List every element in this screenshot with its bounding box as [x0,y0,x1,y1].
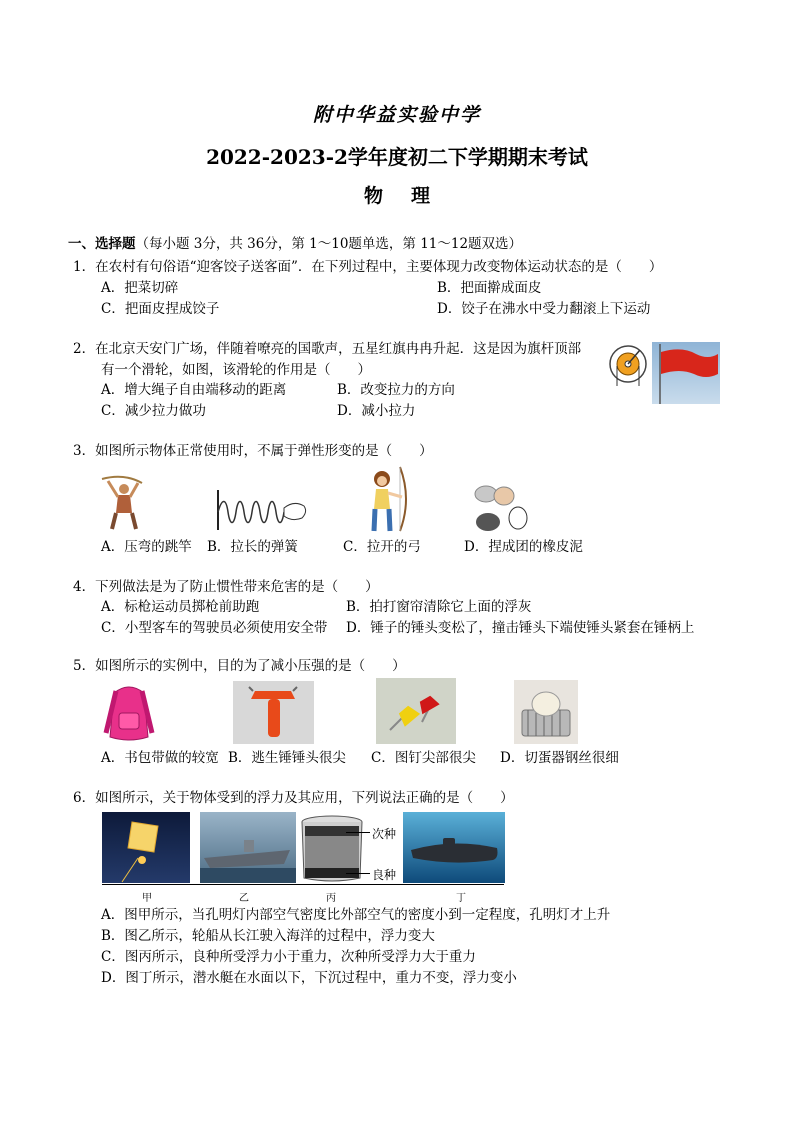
bow-image [362,463,410,535]
q2-stem-cont: 有一个滑轮，如图，该滑轮的作用是（ ） [101,362,371,378]
q5-option-a: A．书包带做的较宽 [101,750,219,766]
q1-option-d: D．饺子在沸水中受力翻滚上下运动 [437,301,651,317]
q6-stem: 6．如图所示，关于物体受到的浮力及其应用，下列说法正确的是（ ） [73,790,514,806]
q4-option-b: B．拍打窗帘清除它上面的浮灰 [346,599,532,615]
caption-jia: 甲 [142,893,152,904]
caption-bing: 丙 [326,893,336,904]
q3-option-c: C．拉开的弓 [343,539,421,555]
q5-option-d: D．切蛋器钢丝很细 [500,750,619,766]
q2-option-a: A．增大绳子自由端移动的距离 [101,382,287,398]
submarine-image [403,812,505,883]
egg-slicer-image [514,680,578,744]
q4-stem: 4．下列做法是为了防止惯性带来危害的是（ ） [73,579,379,595]
flag-image [652,342,720,404]
caption-ding: 丁 [456,893,466,904]
label-line-inferior [346,832,370,833]
pole-vault-image [100,473,144,533]
thumbtack-image [376,678,456,744]
q5-option-b: B．逃生锤锤头很尖 [228,750,346,766]
caption-baseline [102,884,504,885]
backpack-image [102,683,156,743]
pulley-image [606,340,650,388]
section-title: 一、选择题 [68,236,136,252]
label-inferior-seed: 次种 [372,827,397,841]
clay-image [470,484,532,534]
q1-option-c: C．把面皮捏成饺子 [101,301,220,317]
kongming-lantern-image [102,812,190,883]
q6-option-b: B．图乙所示，轮船从长江驶入海洋的过程中，浮力变大 [101,928,435,944]
q5-stem: 5．如图所示的实例中，目的为了减小压强的是（ ） [73,658,406,674]
school-name: 附中华益实验中学 [312,104,481,126]
spring-image [212,488,310,532]
q3-option-a: A．压弯的跳竿 [101,539,192,555]
q2-option-c: C．减少拉力做功 [101,403,206,419]
caption-yi: 乙 [239,893,249,904]
q3-option-d: D．捏成团的橡皮泥 [464,539,583,555]
q3-stem: 3．如图所示物体正常使用时，不属于弹性形变的是（ ） [73,443,433,459]
ship-image [200,812,296,883]
q4-option-d: D．锤子的锤头变松了，撞击锤头下端使锤头紧套在锤柄上 [346,620,695,636]
safety-hammer-image [233,681,314,744]
section-heading [68,235,522,253]
q4-option-a: A．标枪运动员掷枪前助跑 [101,599,260,615]
label-line-superior [346,873,370,874]
q2-stem: 2．在北京天安门广场，伴随着嘹亮的国歌声，五星红旗冉冉升起．这是因为旗杆顶部 [73,341,582,357]
q6-option-a: A．图甲所示，当孔明灯内部空气密度比外部空气的密度小到一定程度，孔明灯才上升 [101,907,611,923]
subject-title: 物理 [363,185,458,207]
q1-stem: 1．在农村有句俗语“迎客饺子送客面”．在下列过程中，主要体现力改变物体运动状态的是（ ） [73,259,663,275]
q3-option-b: B．拉长的弹簧 [207,539,298,555]
q6-option-d: D．图丁所示，潜水艇在水面以下，下沉过程中，重力不变，浮力变小 [101,970,517,986]
q6-option-c: C．图丙所示，良种所受浮力小于重力，次种所受浮力大于重力 [101,949,476,965]
q4-option-c: C．小型客车的驾驶员必须使用安全带 [101,620,328,636]
label-superior-seed: 良种 [372,868,397,882]
q2-option-b: B．改变拉力的方向 [337,382,455,398]
q5-option-c: C．图钉尖部很尖 [371,750,476,766]
section-note: （每小题 3分，共 36分，第 1～10题单选，第 11～12题双选） [135,236,523,252]
q2-option-d: D．减小拉力 [337,403,416,419]
q1-option-b: B．把面擀成面皮 [437,280,542,296]
q1-option-a: A．把菜切碎 [101,280,179,296]
exam-title: 2022-2023-2学年度初二下学期期末考试 [206,145,588,169]
